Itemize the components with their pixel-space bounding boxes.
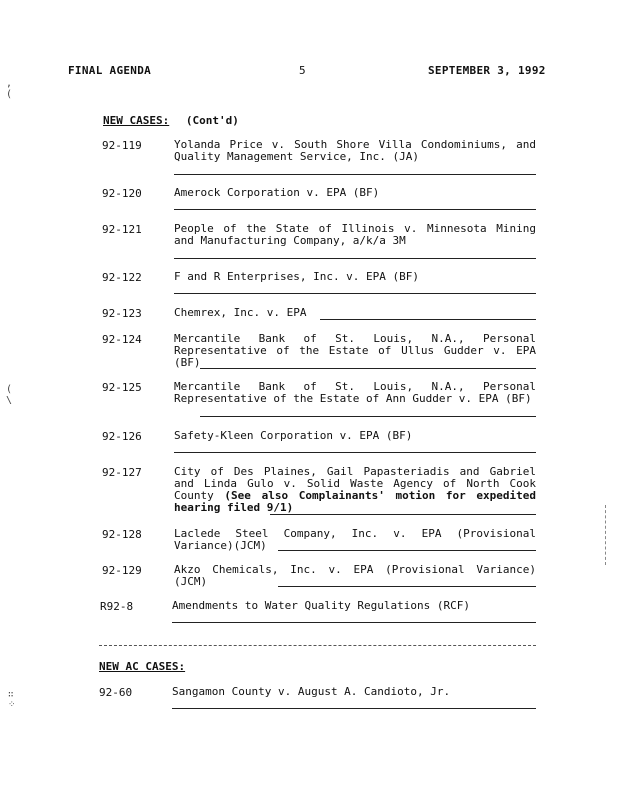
- signature-line: [174, 293, 536, 294]
- case-description: Sangamon County v. August A. Candioto, Jr.: [172, 685, 451, 698]
- case-description: Mercantile Bank of St. Louis, N.A., Personal Representative of the Estate of Ann Gudder v. EPA (BF): [174, 380, 536, 405]
- case-description: Mercantile Bank of St. Louis, N.A., Personal Representative of the Estate of Ullus Gudder v. EPA (BF): [174, 332, 536, 369]
- signature-line: [172, 622, 536, 623]
- scan-edge-mark: [605, 505, 606, 565]
- case-description: Amendments to Water Quality Regulations (RCF): [172, 599, 471, 612]
- scan-mark: , (: [6, 78, 13, 100]
- section-title: NEW AC CASES:: [99, 660, 186, 673]
- case-number: 92-125: [102, 381, 142, 394]
- section-heading-new-ac-cases: [99, 660, 185, 673]
- case-description: Amerock Corporation v. EPA (BF): [174, 186, 380, 199]
- case-text: City of Des Plaines, Gail Papasteriadis and Gabriel and Linda Gulo v. Solid Waste Agency of North Cook County: [174, 465, 536, 502]
- case-description: Chemrex, Inc. v. EPA: [174, 306, 307, 319]
- header-title: FINAL AGENDA: [68, 64, 152, 77]
- signature-line: [174, 258, 536, 259]
- case-description: Yolanda Price v. South Shore Villa Condominiums, and Quality Management Service, Inc. (JA): [174, 138, 536, 163]
- case-number: 92-129: [102, 564, 142, 577]
- case-description: Akzo Chemicals, Inc. v. EPA (Provisional Variance)(JCM): [174, 563, 536, 588]
- signature-line: [174, 209, 536, 210]
- signature-line: [174, 174, 536, 175]
- case-description: Laclede Steel Company, Inc. v. EPA (Provisional Variance)(JCM): [174, 527, 536, 552]
- case-description: [174, 466, 536, 514]
- case-number: R92-8: [100, 600, 134, 613]
- section-title: NEW CASES:: [103, 114, 170, 127]
- case-description: Safety-Kleen Corporation v. EPA (BF): [174, 429, 413, 442]
- scan-mark: ( \: [6, 384, 13, 406]
- signature-line: [320, 319, 536, 320]
- case-description: People of the State of Illinois v. Minnesota Mining and Manufacturing Company, a/k/a 3M: [174, 222, 536, 247]
- case-number: 92-127: [102, 466, 142, 479]
- section-heading-new-cases: [103, 114, 239, 127]
- scan-smudge: ∷ ⁘: [8, 690, 16, 710]
- case-number: 92-119: [102, 139, 142, 152]
- case-number: 92-121: [102, 223, 142, 236]
- case-note: (See also Complainants' motion for expedited hearing filed 9/1): [174, 489, 536, 514]
- signature-line: [200, 416, 536, 417]
- case-number: 92-124: [102, 333, 142, 346]
- signature-line: [174, 452, 536, 453]
- signature-line: [278, 550, 536, 551]
- signature-line: [278, 586, 536, 587]
- case-number: 92-122: [102, 271, 142, 284]
- signature-line: [172, 708, 536, 709]
- case-number: 92-123: [102, 307, 142, 320]
- case-number: 92-126: [102, 430, 142, 443]
- divider-line: [99, 645, 536, 646]
- header-date: SEPTEMBER 3, 1992: [428, 64, 546, 77]
- signature-line: [270, 514, 536, 515]
- case-number: 92-60: [99, 686, 133, 699]
- page-number: 5: [299, 64, 306, 77]
- section-suffix: (Cont'd): [185, 114, 239, 127]
- signature-line: [200, 368, 536, 369]
- case-number: 92-120: [102, 187, 142, 200]
- case-number: 92-128: [102, 528, 142, 541]
- case-description: F and R Enterprises, Inc. v. EPA (BF): [174, 270, 420, 283]
